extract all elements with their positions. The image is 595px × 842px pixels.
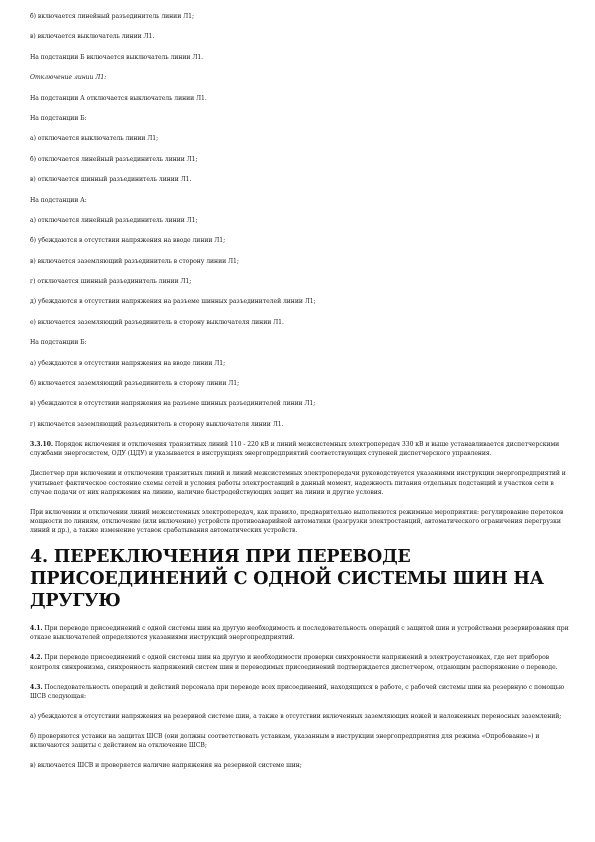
list-item: в) включается заземляющий разъединитель в сторону линии Л1; bbox=[30, 257, 239, 265]
section-heading: 4. ПЕРЕКЛЮЧЕНИЯ ПРИ ПЕРЕВОДЕ ПРИСОЕДИНЕНИЙ С ОДНОЙ СИСТЕМЫ ШИН НА ДРУГУЮ bbox=[30, 547, 544, 612]
list-item: а) убеждаются в отсутствии напряжения на вводе линии Л1; bbox=[30, 359, 226, 367]
list-item: б) проверяются уставки на защитах ШСВ (они должны соответствовать уставкам, указанным в инструкции энергопредприятия для режима «Опробование») и включаются защиты с действием на отключение ШСВ; bbox=[30, 732, 540, 750]
document-page bbox=[30, 12, 570, 781]
clause-text: Последовательность операций и действий персонала при переводе всех присоединений, находящихся в работе, с рабочей системы шин на резервную с помощью ШСВ следующая: bbox=[30, 683, 565, 700]
list-item: в) отключается шинный разъединитель линии Л1. bbox=[30, 176, 192, 184]
subheading: Отключение линии Л1: bbox=[30, 74, 107, 82]
clause-number: 4.2. bbox=[30, 654, 43, 662]
subheading: На подстанции Б: bbox=[30, 339, 87, 347]
paragraph: Диспетчер при включении и отключении транзитных линий и линий межсистемных электропередачи руководствуется указаниями инструкции энергопредприятий и учитывает фактическое состояние схемы сетей и условия работы электростанций в данный момент, надежность питания отдельных подстанций и участков сети в случае подачи от них напряжения на линию, наличие быстродействующих защит на линии и другие условия. bbox=[30, 470, 566, 496]
clause-text: Порядок включения и отключения транзитных линий 110 - 220 кВ и линий межсистемных электропередач 330 кВ и выше устанавливается диспетчерскими службами энергосистем, ОДУ (ЦДУ) и указывается в инструкциях энергопредприятий соответствующих ступеней диспетчерского управления. bbox=[30, 441, 560, 458]
clause-text: При переводе присоединений с одной системы шин на другую и необходимости проверки синхронности напряжений в электроустановках, где нет приборов контроля синхронизма, синхронность напряжений систем шин и переводимых присоединений подтверждается диспетчером, отдающим распоряжение о переводе. bbox=[30, 654, 558, 671]
list-item: в) убеждаются в отсутствии напряжения на разъеме шинных разъединителей линии Л1; bbox=[30, 400, 316, 408]
paragraph: На подстанции А отключается выключатель линии Л1. bbox=[30, 94, 207, 102]
list-item: б) убеждаются в отсутствии напряжения на вводе линии Л1; bbox=[30, 237, 226, 245]
clause-paragraph bbox=[30, 683, 570, 701]
list-item: а) убеждаются в отсутствии напряжения на резервной системе шин, а также в отсутствии включенных заземляющих ножей и наложенных переносных заземлений; bbox=[30, 712, 562, 720]
list-item: г) отключается шинный разъединитель линии Л1; bbox=[30, 278, 192, 286]
list-item: в) включается ШСВ и проверяется наличие напряжения на резервной системе шин; bbox=[30, 762, 302, 770]
list-item: б) отключается линейный разъединитель линии Л1; bbox=[30, 155, 198, 163]
list-item: в) включается выключатель линии Л1. bbox=[30, 33, 155, 41]
clause-paragraph bbox=[30, 653, 570, 671]
clause-number: 4.1. bbox=[30, 625, 43, 633]
clause-number: 4.3. bbox=[30, 683, 43, 691]
list-item: а) отключается линейный разъединитель линии Л1; bbox=[30, 216, 198, 224]
subheading: На подстанции Б: bbox=[30, 114, 87, 122]
clause-text: При переводе присоединений с одной системы шин на другую необходимость и последовательность операций с защитой шин и устройствами резервирования при отказе выключателей определяются указаниями инструкций энергопредприятий. bbox=[30, 625, 569, 642]
paragraph: На подстанции Б включается выключатель линии Л1. bbox=[30, 53, 204, 61]
list-item: г) включается заземляющий разъединитель в сторону выключателя линии Л1. bbox=[30, 420, 284, 428]
list-item: д) убеждаются в отсутствии напряжения на разъеме шинных разъединителей линии Л1; bbox=[30, 298, 316, 306]
list-item: б) включается заземляющий разъединитель в сторону линии Л1; bbox=[30, 380, 240, 388]
clause-paragraph bbox=[30, 624, 570, 642]
list-item: е) включается заземляющий разъединитель в сторону выключателя линии Л1. bbox=[30, 318, 284, 326]
paragraph: При включении и отключении линий межсистемных электропередач, как правило, предварительно выполняются режимные мероприятия: регулирование перетоков мощности по линиям, отключение (или включение) устройств противоаварийной автоматики (разгрузки электростанций, автоматического ограничения перегрузки линий и др.), а также изменение уставок срабатывания автоматических устройств. bbox=[30, 508, 564, 535]
clause-paragraph bbox=[30, 440, 570, 458]
clause-number: 3.3.10. bbox=[30, 441, 53, 449]
list-item: а) отключается выключатель линии Л1; bbox=[30, 135, 159, 143]
list-item: б) включается линейный разъединитель линии Л1; bbox=[30, 13, 194, 20]
subheading: На подстанции А: bbox=[30, 196, 87, 204]
